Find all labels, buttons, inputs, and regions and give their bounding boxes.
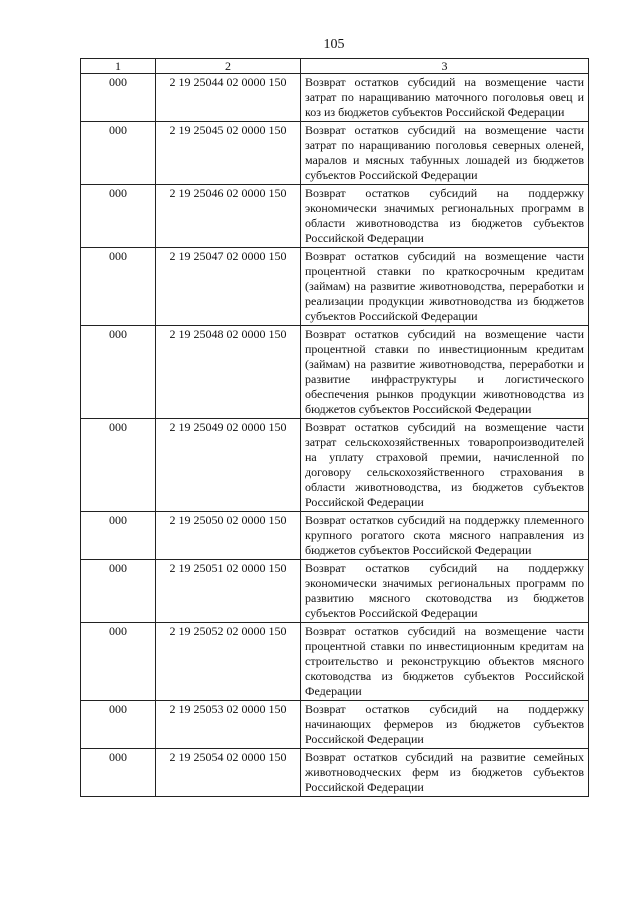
admin-code-cell: 000: [81, 623, 156, 701]
table-row: [81, 122, 589, 185]
table-header-row: [81, 59, 589, 74]
budget-code-cell: 2 19 25050 02 0000 150: [156, 512, 301, 560]
description-cell: Возврат остатков субсидий на поддержку племенного крупного рогатого скота мясного направления из бюджетов субъектов Российской Федерации: [301, 512, 589, 560]
description-cell: Возврат остатков субсидий на возмещение части процентной ставки по инвестиционным кредитам (займам) на развитие животноводства, переработки и развитие инфраструктуры и логистического обеспечения рынков продукции животноводства из бюджетов субъектов Российской Федерации: [301, 326, 589, 419]
admin-code-cell: 000: [81, 185, 156, 248]
budget-code-cell: 2 19 25054 02 0000 150: [156, 749, 301, 797]
description-cell: Возврат остатков субсидий на возмещение части затрат по наращиванию поголовья северных оленей, маралов и мясных табунных лошадей из бюджетов субъектов Российской Федерации: [301, 122, 589, 185]
description-cell: Возврат остатков субсидий на поддержку экономически значимых региональных программ в области животноводства из бюджетов субъектов Российской Федерации: [301, 185, 589, 248]
description-cell: Возврат остатков субсидий на возмещение части процентной ставки по инвестиционным кредитам на строительство и реконструкцию объектов мясного скотоводства из бюджетов субъектов Российской Федерации: [301, 623, 589, 701]
budget-code-cell: 2 19 25046 02 0000 150: [156, 185, 301, 248]
admin-code-cell: 000: [81, 419, 156, 512]
description-cell: Возврат остатков субсидий на возмещение части затрат по наращиванию маточного поголовья овец и коз из бюджетов субъектов Российской Федерации: [301, 74, 589, 122]
table-row: [81, 749, 589, 797]
table-row: [81, 326, 589, 419]
admin-code-cell: 000: [81, 122, 156, 185]
column-header-3: 3: [301, 59, 589, 74]
budget-classification-table: [80, 58, 589, 797]
table-row: [81, 248, 589, 326]
table-row: [81, 512, 589, 560]
budget-code-cell: 2 19 25047 02 0000 150: [156, 248, 301, 326]
description-cell: Возврат остатков субсидий на возмещение части затрат сельскохозяйственных товаропроизводителей на уплату страховой премии, начисленной по договору сельскохозяйственного страхования в области животноводства, из бюджетов субъектов Российской Федерации: [301, 419, 589, 512]
budget-code-cell: 2 19 25045 02 0000 150: [156, 122, 301, 185]
budget-code-cell: 2 19 25048 02 0000 150: [156, 326, 301, 419]
admin-code-cell: 000: [81, 749, 156, 797]
budget-code-cell: 2 19 25053 02 0000 150: [156, 701, 301, 749]
budget-code-cell: 2 19 25049 02 0000 150: [156, 419, 301, 512]
description-cell: Возврат остатков субсидий на поддержку начинающих фермеров из бюджетов субъектов Российской Федерации: [301, 701, 589, 749]
table-row: [81, 185, 589, 248]
admin-code-cell: 000: [81, 326, 156, 419]
budget-code-cell: 2 19 25044 02 0000 150: [156, 74, 301, 122]
admin-code-cell: 000: [81, 560, 156, 623]
budget-code-cell: 2 19 25052 02 0000 150: [156, 623, 301, 701]
page-number: 105: [323, 37, 345, 52]
admin-code-cell: 000: [81, 248, 156, 326]
table-row: [81, 623, 589, 701]
description-cell: Возврат остатков субсидий на поддержку экономически значимых региональных программ по развитию мясного скотоводства из бюджетов субъектов Российской Федерации: [301, 560, 589, 623]
budget-code-cell: 2 19 25051 02 0000 150: [156, 560, 301, 623]
admin-code-cell: 000: [81, 74, 156, 122]
column-header-2: 2: [156, 59, 301, 74]
table-row: [81, 560, 589, 623]
admin-code-cell: 000: [81, 512, 156, 560]
table-row: [81, 701, 589, 749]
column-header-1: 1: [81, 59, 156, 74]
description-cell: Возврат остатков субсидий на развитие семейных животноводческих ферм из бюджетов субъектов Российской Федерации: [301, 749, 589, 797]
table-row: [81, 419, 589, 512]
admin-code-cell: 000: [81, 701, 156, 749]
table-row: [81, 74, 589, 122]
description-cell: Возврат остатков субсидий на возмещение части процентной ставки по краткосрочным кредитам (займам) на развитие животноводства, переработки и реализации продукции животноводства из бюджетов субъектов Российской Федерации: [301, 248, 589, 326]
